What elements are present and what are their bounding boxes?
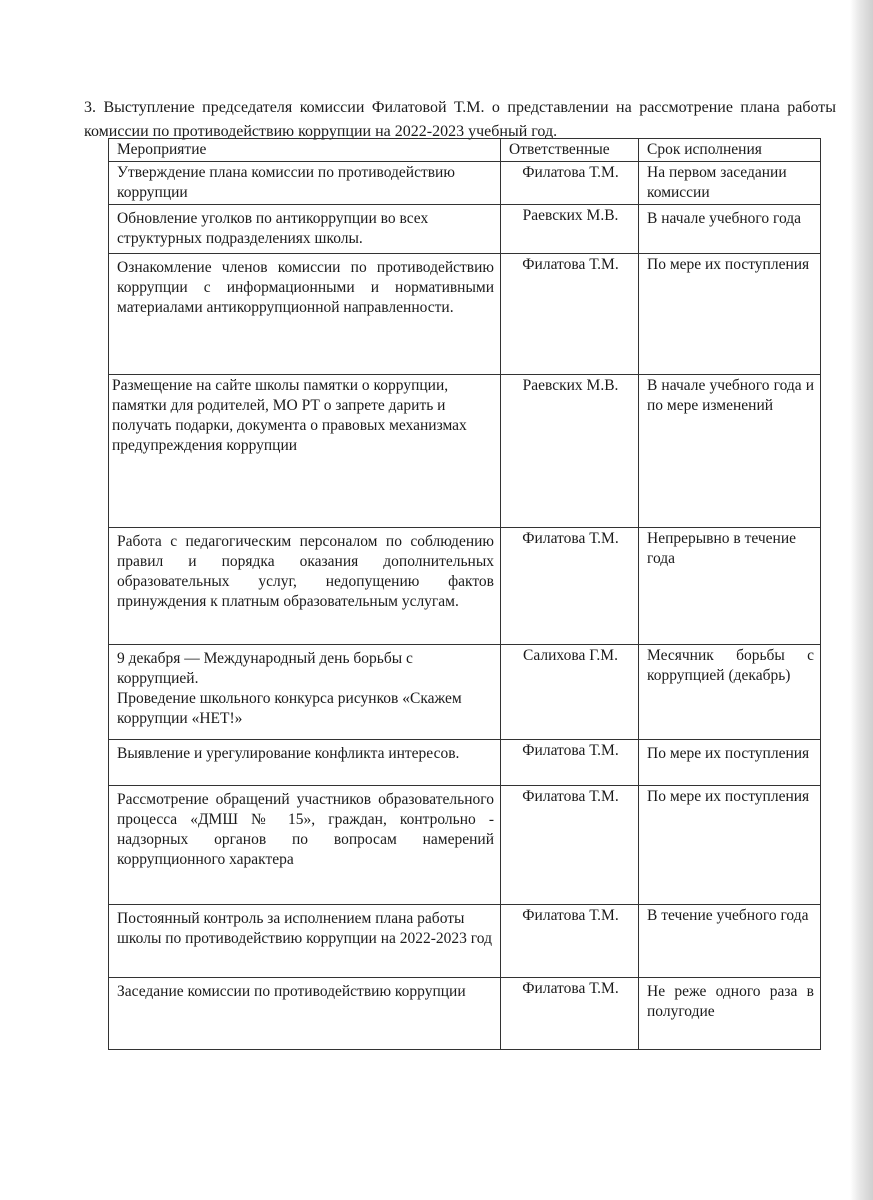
responsible-cell: Салихова Г.М. <box>501 645 639 740</box>
event-cell: Заседание комиссии по противодействию коррупции <box>109 978 501 1050</box>
table-row <box>109 162 821 205</box>
column-header-responsible: Ответственные <box>501 139 639 162</box>
table-header-row <box>109 139 821 162</box>
responsible-cell: Филатова Т.М. <box>501 786 639 905</box>
event-cell: Обновление уголков по антикоррупции во всех структурных подразделениях школы. <box>109 205 501 254</box>
anti-corruption-plan-table <box>108 138 821 1050</box>
event-cell: Рассмотрение обращений участников образовательного процесса «ДМШ № 15», граждан, контрольно - надзорных органов по вопросам намерений коррупционного характера <box>109 786 501 905</box>
deadline-cell: В начале учебного года <box>639 205 821 254</box>
responsible-cell: Филатова Т.М. <box>501 905 639 978</box>
responsible-cell: Раевских М.В. <box>501 375 639 528</box>
deadline-cell: Не реже одного раза в полугодие <box>639 978 821 1050</box>
deadline-cell: На первом заседании комиссии <box>639 162 821 205</box>
event-cell: Утверждение плана комиссии по противодействию коррупции <box>109 162 501 205</box>
table-row <box>109 978 821 1050</box>
event-line: 9 декабря — Международный день борьбы с коррупцией. <box>117 650 413 687</box>
deadline-cell: По мере их поступления <box>639 254 821 375</box>
table-row <box>109 375 821 528</box>
table-row <box>109 786 821 905</box>
responsible-cell: Филатова Т.М. <box>501 162 639 205</box>
event-line: Проведение школьного конкурса рисунков «Скажем коррупции «НЕТ!» <box>117 690 462 727</box>
table-row <box>109 254 821 375</box>
event-cell: Размещение на сайте школы памятки о коррупции, памятки для родителей, МО РТ о запрете дарить и получать подарки, документа о правовых механизмах предупреждения коррупции <box>109 375 501 528</box>
table-row <box>109 740 821 786</box>
responsible-cell: Раевских М.В. <box>501 205 639 254</box>
table-row <box>109 205 821 254</box>
event-cell <box>109 645 501 740</box>
event-cell: Работа с педагогическим персоналом по соблюдению правил и порядка оказания дополнительных образовательных услуг, недопущению фактов принуждения к платным образовательным услугам. <box>109 528 501 645</box>
responsible-cell: Филатова Т.М. <box>501 254 639 375</box>
column-header-event: Мероприятие <box>109 139 501 162</box>
table-row <box>109 645 821 740</box>
deadline-cell: В течение учебного года <box>639 905 821 978</box>
event-cell: Выявление и урегулирование конфликта интересов. <box>109 740 501 786</box>
table-row <box>109 905 821 978</box>
table-row <box>109 528 821 645</box>
deadline-cell: Непрерывно в течение года <box>639 528 821 645</box>
responsible-cell: Филатова Т.М. <box>501 740 639 786</box>
deadline-cell: В начале учебного года и по мере изменений <box>639 375 821 528</box>
deadline-cell: По мере их поступления <box>639 740 821 786</box>
column-header-deadline: Срок исполнения <box>639 139 821 162</box>
responsible-cell: Филатова Т.М. <box>501 978 639 1050</box>
deadline-cell: Месячник борьбы с коррупцией (декабрь) <box>639 645 821 740</box>
agenda-item-text: 3. Выступление председателя комиссии Филатовой Т.М. о представлении на рассмотрение плана работы комиссии по противодействию коррупции на 2022-2023 учебный год. <box>84 99 836 140</box>
event-cell: Постоянный контроль за исполнением плана работы школы по противодействию коррупции на 2022-2023 год <box>109 905 501 978</box>
deadline-cell: По мере их поступления <box>639 786 821 905</box>
event-cell: Ознакомление членов комиссии по противодействию коррупции с информационными и нормативными материалами антикоррупционной направленности. <box>109 254 501 375</box>
responsible-cell: Филатова Т.М. <box>501 528 639 645</box>
